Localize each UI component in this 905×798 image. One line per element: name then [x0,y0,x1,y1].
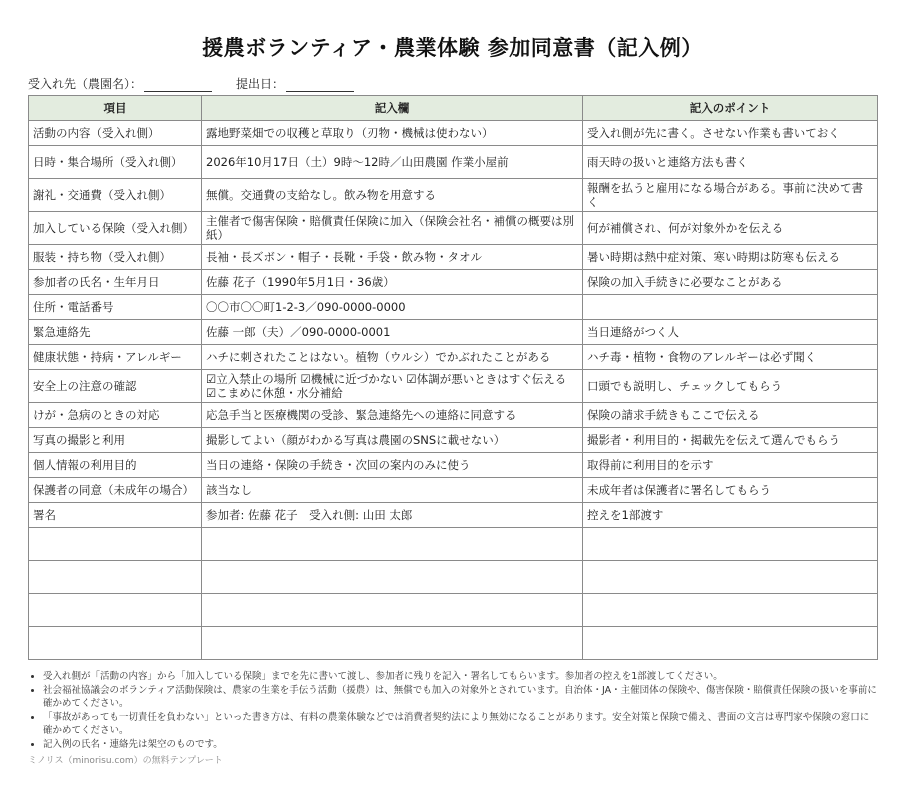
table-row [29,121,878,146]
submission-date-label: 提出日： [236,77,285,91]
table-row [29,345,878,370]
row-item-cell: 署名 [29,503,202,528]
row-entry-cell[interactable]: 露地野菜畑での収穫と草取り（刃物・機械は使わない） [202,121,583,146]
empty-point-cell[interactable] [583,627,878,660]
notes-list [28,670,877,751]
row-item-cell: 活動の内容（受入れ側） [29,121,202,146]
row-entry-cell[interactable]: 〇〇市〇〇町1-2-3／090-0000-0000 [202,295,583,320]
column-header-item: 項目 [29,96,202,121]
row-point-cell: 雨天時の扱いと連絡方法も書く [583,146,878,179]
row-item-cell: 服装・持ち物（受入れ側） [29,245,202,270]
table-row [29,453,878,478]
row-item-cell: 個人情報の利用目的 [29,453,202,478]
empty-item-cell[interactable] [29,627,202,660]
row-point-cell: 取得前に利用目的を示す [583,453,878,478]
table-body [29,121,878,660]
empty-item-cell[interactable] [29,594,202,627]
form-meta-row [28,72,877,92]
page-title: 援農ボランティア・農業体験 参加同意書（記入例） [202,36,703,60]
note-item: • 「事故があっても一切責任を負わない」といった書き方は、有料の農業体験などでは消費者契約法により無効になることがあります。安全対策と保険で備え、書面の文言は専門家や保険の窓口に確かめてください。 [43,711,877,738]
table-row [29,370,878,403]
table-row [29,320,878,345]
row-item-cell: 健康状態・持病・アレルギー [29,345,202,370]
recipient-field [28,75,212,92]
column-header-point: 記入のポイント [583,96,878,121]
empty-point-cell[interactable] [583,561,878,594]
row-point-cell: 撮影者・利用目的・掲載先を伝えて選んでもらう [583,428,878,453]
note-item: • 受入れ側が「活動の内容」から「加入している保険」までを先に書いて渡し、参加者に残りを記入・署名してもらいます。参加者の控えを1部渡してください。 [43,670,877,684]
table-row [29,428,878,453]
footer-credit: ミノリス（minorisu.com）の無料テンプレート [28,756,223,766]
submission-date-field [236,75,354,92]
row-item-cell: 加入している保険（受入れ側） [29,212,202,245]
row-item-cell: 謝礼・交通費（受入れ側） [29,179,202,212]
empty-table-row [29,561,878,594]
row-item-cell: けが・急病のときの対応 [29,403,202,428]
row-point-cell: ハチ毒・植物・食物のアレルギーは必ず聞く [583,345,878,370]
row-entry-cell[interactable]: ハチに刺されたことはない。植物（ウルシ）でかぶれたことがある [202,345,583,370]
table-row [29,478,878,503]
table-row [29,295,878,320]
row-point-cell: 保険の加入手続きに必要なことがある [583,270,878,295]
notes-section [28,670,877,769]
table-row [29,503,878,528]
row-item-cell: 参加者の氏名・生年月日 [29,270,202,295]
row-entry-cell[interactable]: 主催者で傷害保険・賠償責任保険に加入（保険会社名・補償の概要は別紙） [202,212,583,245]
row-item-cell: 保護者の同意（未成年の場合） [29,478,202,503]
row-entry-cell[interactable]: 長袖・長ズボン・帽子・長靴・手袋・飲み物・タオル [202,245,583,270]
row-entry-cell[interactable]: ☑立入禁止の場所 ☑機械に近づかない ☑体調が悪いときはすぐ伝える ☑こまめに休憩・水分補給 [202,370,583,403]
row-item-cell: 安全上の注意の確認 [29,370,202,403]
empty-point-cell[interactable] [583,594,878,627]
empty-table-row [29,627,878,660]
row-entry-cell[interactable]: 当日の連絡・保険の手続き・次回の案内のみに使う [202,453,583,478]
row-point-cell: 控えを1部渡す [583,503,878,528]
empty-table-row [29,528,878,561]
row-point-cell: 暑い時期は熱中症対策、寒い時期は防寒も伝える [583,245,878,270]
empty-item-cell[interactable] [29,528,202,561]
table-row [29,146,878,179]
row-entry-cell[interactable]: 該当なし [202,478,583,503]
row-point-cell: 口頭でも説明し、チェックしてもらう [583,370,878,403]
row-point-cell: 当日連絡がつく人 [583,320,878,345]
empty-entry-cell[interactable] [202,528,583,561]
row-point-cell: 報酬を払うと雇用になる場合がある。事前に決めて書く [583,179,878,212]
table-row [29,179,878,212]
row-item-cell: 写真の撮影と利用 [29,428,202,453]
row-entry-cell[interactable]: 佐藤 一郎（夫）／090-0000-0001 [202,320,583,345]
column-header-entry: 記入欄 [202,96,583,121]
row-entry-cell[interactable]: 無償。交通費の支給なし。飲み物を用意する [202,179,583,212]
row-point-cell: 未成年者は保護者に署名してもらう [583,478,878,503]
empty-point-cell[interactable] [583,528,878,561]
row-entry-cell[interactable]: 応急手当と医療機関の受診、緊急連絡先への連絡に同意する [202,403,583,428]
empty-entry-cell[interactable] [202,561,583,594]
empty-table-row [29,594,878,627]
table-header-row [29,96,878,121]
recipient-label: 受入れ先（農園名）： [28,77,143,91]
row-point-cell: 何が補償され、何が対象外かを伝える [583,212,878,245]
row-entry-cell[interactable]: 参加者: 佐藤 花子 受入れ側: 山田 太郎 [202,503,583,528]
consent-table [28,95,878,660]
empty-entry-cell[interactable] [202,594,583,627]
row-entry-cell[interactable]: 佐藤 花子（1990年5月1日・36歳） [202,270,583,295]
row-point-cell [583,295,878,320]
row-entry-cell[interactable]: 撮影してよい（顔がわかる写真は農園のSNSに載せない） [202,428,583,453]
table-row [29,403,878,428]
empty-entry-cell[interactable] [202,627,583,660]
table-row [29,270,878,295]
note-item: • 社会福祉協議会のボランティア活動保険は、農家の生業を手伝う活動（援農）は、無償でも加入の対象外とされています。自治体・JA・主催団体の保険や、傷害保険・賠償責任保険の扱いを事前に確かめてください。 [43,684,877,711]
recipient-blank-line[interactable] [144,77,212,92]
row-point-cell: 保険の請求手続きもここで伝える [583,403,878,428]
note-item: • 記入例の氏名・連絡先は架空のものです。 [43,738,877,752]
table-row [29,212,878,245]
row-point-cell: 受入れ側が先に書く。させない作業も書いておく [583,121,878,146]
empty-item-cell[interactable] [29,561,202,594]
row-entry-cell[interactable]: 2026年10月17日（土）9時〜12時／山田農園 作業小屋前 [202,146,583,179]
row-item-cell: 日時・集合場所（受入れ側） [29,146,202,179]
row-item-cell: 住所・電話番号 [29,295,202,320]
submission-date-blank-line[interactable] [286,77,354,92]
row-item-cell: 緊急連絡先 [29,320,202,345]
table-row [29,245,878,270]
